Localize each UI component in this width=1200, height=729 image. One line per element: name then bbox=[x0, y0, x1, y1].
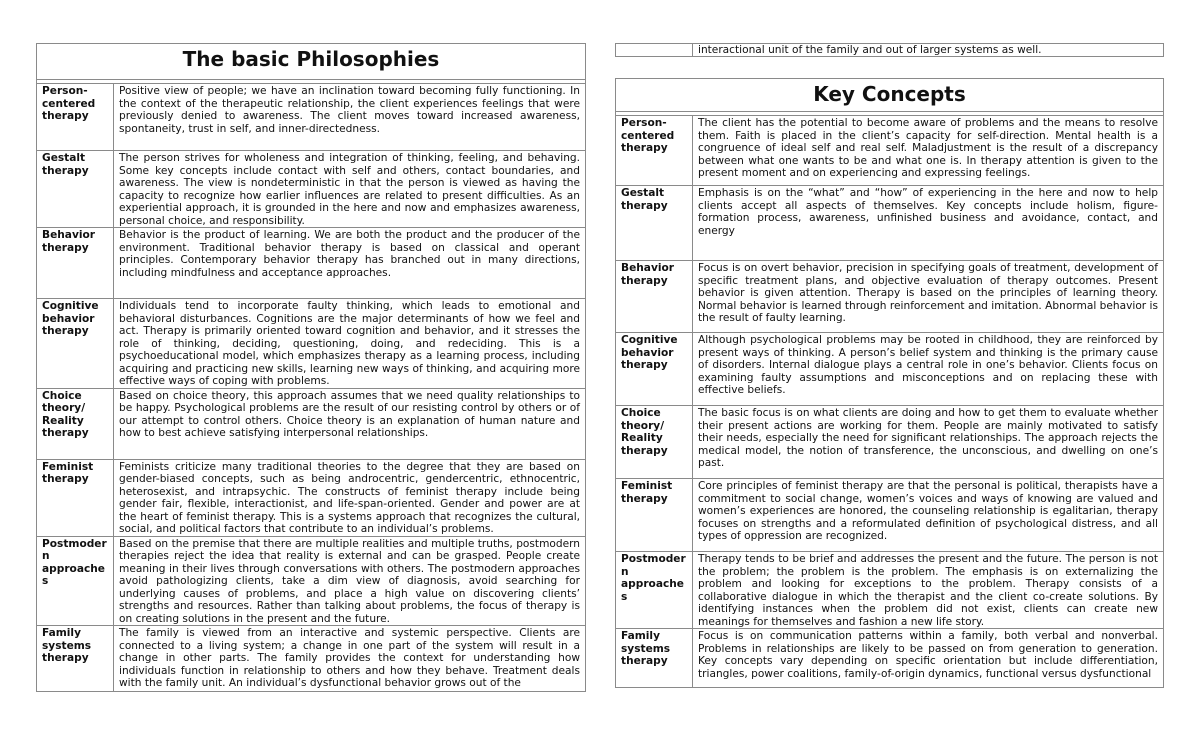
row-text: Behavior is the product of learning. We are both the product and the producer of the environment. Traditional behavior therapy is based on classical and operant principles. Contemporary behavior therapy has branched out in many directions, including mindfulness and acceptance approaches. bbox=[114, 228, 586, 299]
row-label: Cognitive behavior therapy bbox=[616, 333, 693, 406]
row-text: Feminists criticize many traditional theories to the degree that they are based on gender-biased concepts, such as being androcentric, gendercentric, ethnocentric, heterosexist, and intrapsychic. The constructs of feminist therapy include being gender fair, flexible, interactionist, and life-span-oriented. Gender and power are at the heart of feminist therapy. This is a systems approach that recognizes the cultural, social, and political factors that contribute to an individual’s problems. bbox=[114, 459, 586, 536]
key-concepts-table bbox=[615, 78, 1164, 688]
table-row bbox=[37, 536, 586, 626]
row-label: Gestalt therapy bbox=[37, 151, 114, 228]
row-label: Person-centered therapy bbox=[37, 84, 114, 151]
table-row bbox=[37, 151, 586, 228]
row-label: Choice theory/ Reality therapy bbox=[616, 406, 693, 479]
row-text: Although psychological problems may be rooted in childhood, they are reinforced by present ways of thinking. A person’s belief system and thinking is the primary cause of disorders. Internal dialogue plays a central role in one’s behavior. Clients focus on examining faulty assumptions and misconceptions and on replacing these with effective beliefs. bbox=[693, 333, 1164, 406]
row-text: Individuals tend to incorporate faulty thinking, which leads to emotional and behavioral disturbances. Cognitions are the major determinants of how we feel and act. Therapy is primarily oriented toward cognition and behavior, and it stresses the role of thinking, deciding, questioning, doing, and redeciding. This is a psychoeducational model, which emphasizes therapy as a learning process, including acquiring and practicing new skills, learning new ways of thinking, and acquiring more effective ways of coping with problems. bbox=[114, 299, 586, 389]
row-label: Postmodern approaches bbox=[37, 536, 114, 626]
row-label: Feminist therapy bbox=[37, 459, 114, 536]
table-row bbox=[37, 84, 586, 151]
row-text: Focus is on communication patterns within a family, both verbal and nonverbal. Problems in relationships are likely to be passed on from generation to generation. Key concepts vary depending on specific orientation but include differentiation, triangles, power coalitions, family-of-origin dynamics, functional versus dysfunctional bbox=[693, 629, 1164, 688]
row-label: Cognitive behavior therapy bbox=[37, 299, 114, 389]
table-row bbox=[616, 629, 1164, 688]
row-text: Positive view of people; we have an inclination toward becoming fully functioning. In the context of the therapeutic relationship, the client experiences feelings that were previously denied to awareness. The client moves toward increased awareness, spontaneity, trust in self, and inner-directedness. bbox=[114, 84, 586, 151]
row-label: Behavior therapy bbox=[37, 228, 114, 299]
table-row bbox=[616, 186, 1164, 261]
continuation-table bbox=[615, 43, 1164, 57]
row-label: Choice theory/ Reality therapy bbox=[37, 388, 114, 459]
philosophies-table bbox=[36, 43, 586, 692]
row-text: Based on the premise that there are multiple realities and multiple truths, postmodern therapies reject the idea that reality is external and can be grasped. People create meaning in their lives through conversations with others. The postmodern approaches avoid pathologizing clients, take a dim view of diagnosis, avoid searching for underlying causes of problems, and place a high value on discovering clients’ strengths and resources. Rather than talking about problems, the focus of therapy is on creating solutions in the present and the future. bbox=[114, 536, 586, 626]
continuation-text: interactional unit of the family and out of larger systems as well. bbox=[693, 44, 1164, 57]
row-label: Family systems therapy bbox=[37, 626, 114, 692]
row-text: Core principles of feminist therapy are that the personal is political, therapists have a commitment to social change, women’s voices and ways of knowing are valued and women’s experiences are honored, the counseling relationship is egalitarian, therapy focuses on strengths and a reformulated definition of psychological distress, and all types of oppression are recognized. bbox=[693, 479, 1164, 552]
row-label: Feminist therapy bbox=[616, 479, 693, 552]
row-text: Focus is on overt behavior, precision in specifying goals of treatment, development of specific treatment plans, and objective evaluation of therapy outcomes. Present behavior is given attention. Therapy is based on the principles of learning theory. Normal behavior is learned through reinforcement and imitation. Abnormal behavior is the result of faulty learning. bbox=[693, 261, 1164, 333]
table-row bbox=[616, 116, 1164, 186]
row-text: The family is viewed from an interactive and systemic perspective. Clients are connected to a living system; a change in one part of the system will result in a change in other parts. The family provides the context for understanding how individuals function in relationship to others and how they behave. Treatment deals with the family unit. An individual’s dysfunctional behavior grows out of the bbox=[114, 626, 586, 692]
row-label: Gestalt therapy bbox=[616, 186, 693, 261]
table-row bbox=[37, 299, 586, 389]
row-label: Person-centered therapy bbox=[616, 116, 693, 186]
table-row bbox=[37, 626, 586, 692]
philosophies-title: The basic Philosophies bbox=[37, 44, 586, 80]
row-text: Therapy tends to be brief and addresses the present and the future. The person is not the problem; the problem is the problem. The emphasis is on externalizing the problem and looking for exceptions to the problem. Therapy consists of a collaborative dialogue in which the therapist and the client co-create solutions. By identifying instances when the problem did not exist, clients can create new meanings for themselves and fashion a new life story. bbox=[693, 552, 1164, 629]
table-row bbox=[37, 459, 586, 536]
row-label: Postmodern approaches bbox=[616, 552, 693, 629]
table-row bbox=[616, 552, 1164, 629]
row-label: Family systems therapy bbox=[616, 629, 693, 688]
table-row bbox=[616, 406, 1164, 479]
row-label: Behavior therapy bbox=[616, 261, 693, 333]
table-row bbox=[616, 333, 1164, 406]
key-concepts-title: Key Concepts bbox=[616, 79, 1164, 112]
row-text: The person strives for wholeness and integration of thinking, feeling, and behaving. Some key concepts include contact with self and others, contact boundaries, and awareness. The view is nondeterministic in that the person is viewed as having the capacity to recognize how earlier influences are related to present difficulties. As an experiential approach, it is grounded in the here and now and emphasizes awareness, personal choice, and responsibility. bbox=[114, 151, 586, 228]
row-text: Based on choice theory, this approach assumes that we need quality relationships to be happy. Psychological problems are the result of our resisting control by others or of our attempt to control others. Choice theory is an explanation of human nature and how to best achieve satisfying interpersonal relationships. bbox=[114, 388, 586, 459]
table-row bbox=[616, 479, 1164, 552]
table-row bbox=[37, 228, 586, 299]
table-row bbox=[616, 261, 1164, 333]
row-text: The basic focus is on what clients are doing and how to get them to evaluate whether their present actions are working for them. People are mainly motivated to satisfy their needs, especially the need for significant relationships. The approach rejects the medical model, the notion of transference, the unconscious, and dwelling on one’s past. bbox=[693, 406, 1164, 479]
continuation-empty-cell bbox=[616, 44, 693, 57]
table-row bbox=[37, 388, 586, 459]
row-text: Emphasis is on the “what” and “how” of experiencing in the here and now to help clients accept all aspects of themselves. Key concepts include holism, figure-formation process, awareness, unfinished business and avoidance, contact, and energy bbox=[693, 186, 1164, 261]
row-text: The client has the potential to become aware of problems and the means to resolve them. Faith is placed in the client’s capacity for self-direction. Mental health is a congruence of ideal self and real self. Maladjustment is the result of a discrepancy between what one wants to be and what one is. In therapy attention is given to the present moment and on experiencing and expressing feelings. bbox=[693, 116, 1164, 186]
